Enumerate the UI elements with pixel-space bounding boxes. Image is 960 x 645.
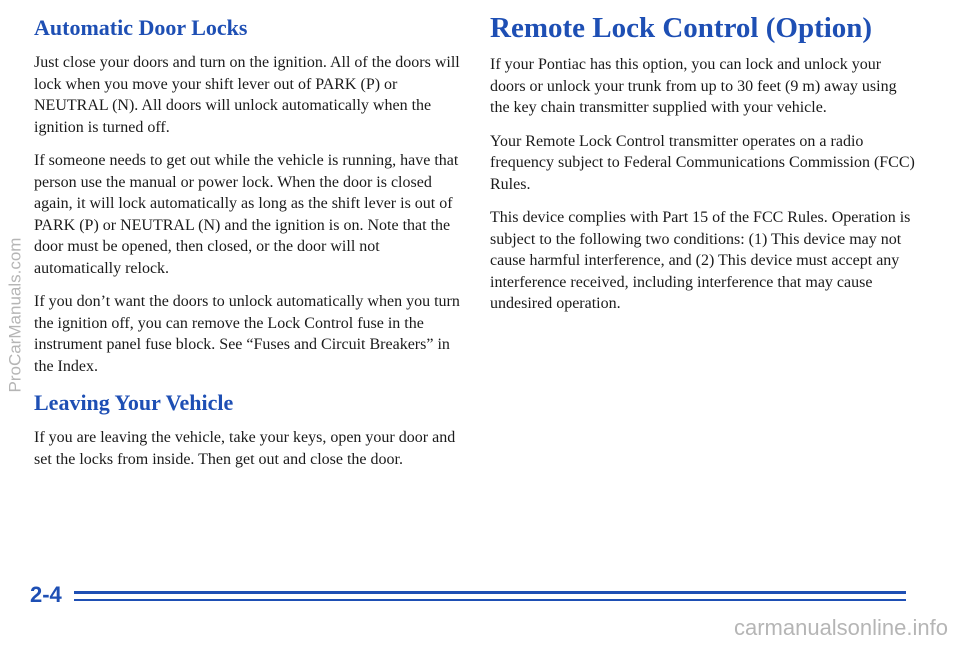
bottom-watermark: carmanualsonline.info [733,615,948,640]
remote-lock-control-heading: Remote Lock Control (Option) [490,12,873,44]
paragraph: Your Remote Lock Control transmitter operates on a radio frequency subject to Federal Communications Commission (FCC) Rules. [490,132,915,193]
leaving-your-vehicle-heading: Leaving Your Vehicle [34,390,234,415]
side-watermark-text: ProCarManuals.com [5,237,25,393]
paragraph: If you are leaving the vehicle, take your keys, open your door and set the locks from inside. Then get out and close the door. [34,429,456,468]
paragraph: If you don’t want the doors to unlock automatically when you turn the ignition off, you can remove the Lock Control fuse in the instrument panel fuse block. See “Fuses and Circuit Breakers” in the Index. [34,293,460,375]
footer-rule [74,599,906,601]
paragraph: Just close your doors and turn on the ignition. All of the doors will lock when you move your shift lever out of PARK (P) or NEUTRAL (N). All doors will unlock automatically when the ignition is turned off. [34,54,460,136]
side-watermark [4,210,26,420]
paragraph: If someone needs to get out while the vehicle is running, have that person use the manual or power lock. When the door is closed again, it will lock automatically as long as the shift lever is out of PARK (P) or NEUTRAL (N) and the ignition is on. Note that the door must be opened, then closed, or the door will not automatically relock. [34,152,459,277]
paragraph: If your Pontiac has this option, you can lock and unlock your doors or unlock your trunk from up to 30 feet (9 m) away using the key chain transmitter supplied with your vehicle. [490,56,897,116]
page-footer [0,582,960,612]
page-number: 2-4 [30,582,62,607]
right-column [490,14,920,327]
left-column [34,14,464,482]
footer-rule [74,591,906,594]
automatic-door-locks-heading: Automatic Door Locks [34,15,248,40]
paragraph: This device complies with Part 15 of the FCC Rules. Operation is subject to the following two conditions: (1) This device may not cause harmful interference, and (2) This device must accept any interference received, including interference that may cause undesired operation. [490,209,911,312]
